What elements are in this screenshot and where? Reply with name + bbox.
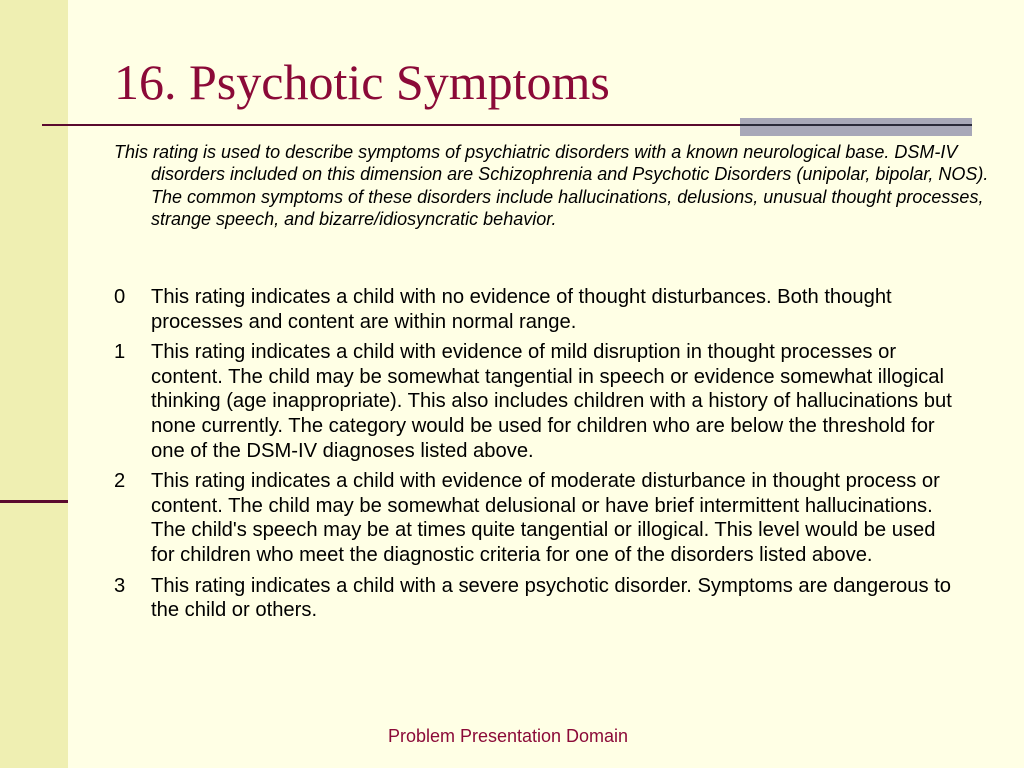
rating-item-0 [114,285,964,334]
rating-description: This rating indicates a child with no evidence of thought disturbances. Both thought processes and content are within normal range. [151,286,892,333]
rating-number: 3 [114,574,126,597]
rating-item-1 [114,340,964,463]
rating-item-2 [114,469,964,567]
left-decorative-band [0,0,68,768]
rating-item-3 [114,574,964,623]
rating-description: This rating indicates a child with a severe psychotic disorder. Symptoms are dangerous to the child or others. [151,574,952,622]
slide-title: 16. Psychotic Symptoms [114,54,610,110]
rating-list [114,285,964,629]
rating-number: 2 [114,470,126,493]
slide-footer: Problem Presentation Domain [387,726,629,746]
rating-number: 1 [114,341,126,364]
rating-description: This rating indicates a child with evidence of moderate disturbance in thought process or content. The child may be somewhat delusional or have brief intermittent hallucinations. The child's speech may be at times quite tangential or illogical. This level would be used for children who meet the diagnostic criteria for one of the disorders listed above. [151,470,940,566]
rating-description: This rating indicates a child with evidence of mild disruption in thought processes or content. The child may be somewhat tangential in speech or evidence somewhat illogical thinking (age inappropriate). This also includes children with a history of hallucinations but none currently. The category would be used for children who are below the threshold for one of the DSM-IV diagnoses listed above. [151,341,952,462]
left-band-rule [0,500,68,503]
title-accent-box [740,118,972,136]
title-accent-line [740,124,972,126]
rating-number: 0 [114,286,126,308]
intro-paragraph: This rating is used to describe symptoms of psychiatric disorders with a known neurological base. DSM-IV disorders included on this dimension are Schizophrenia and Psychotic Disorders (unipolar, bipolar, NOS). The common symptoms of these disorders include hallucinations, delusions, unusual thought processes, strange speech, and bizarre/idiosyncratic behavior. [114,142,989,229]
